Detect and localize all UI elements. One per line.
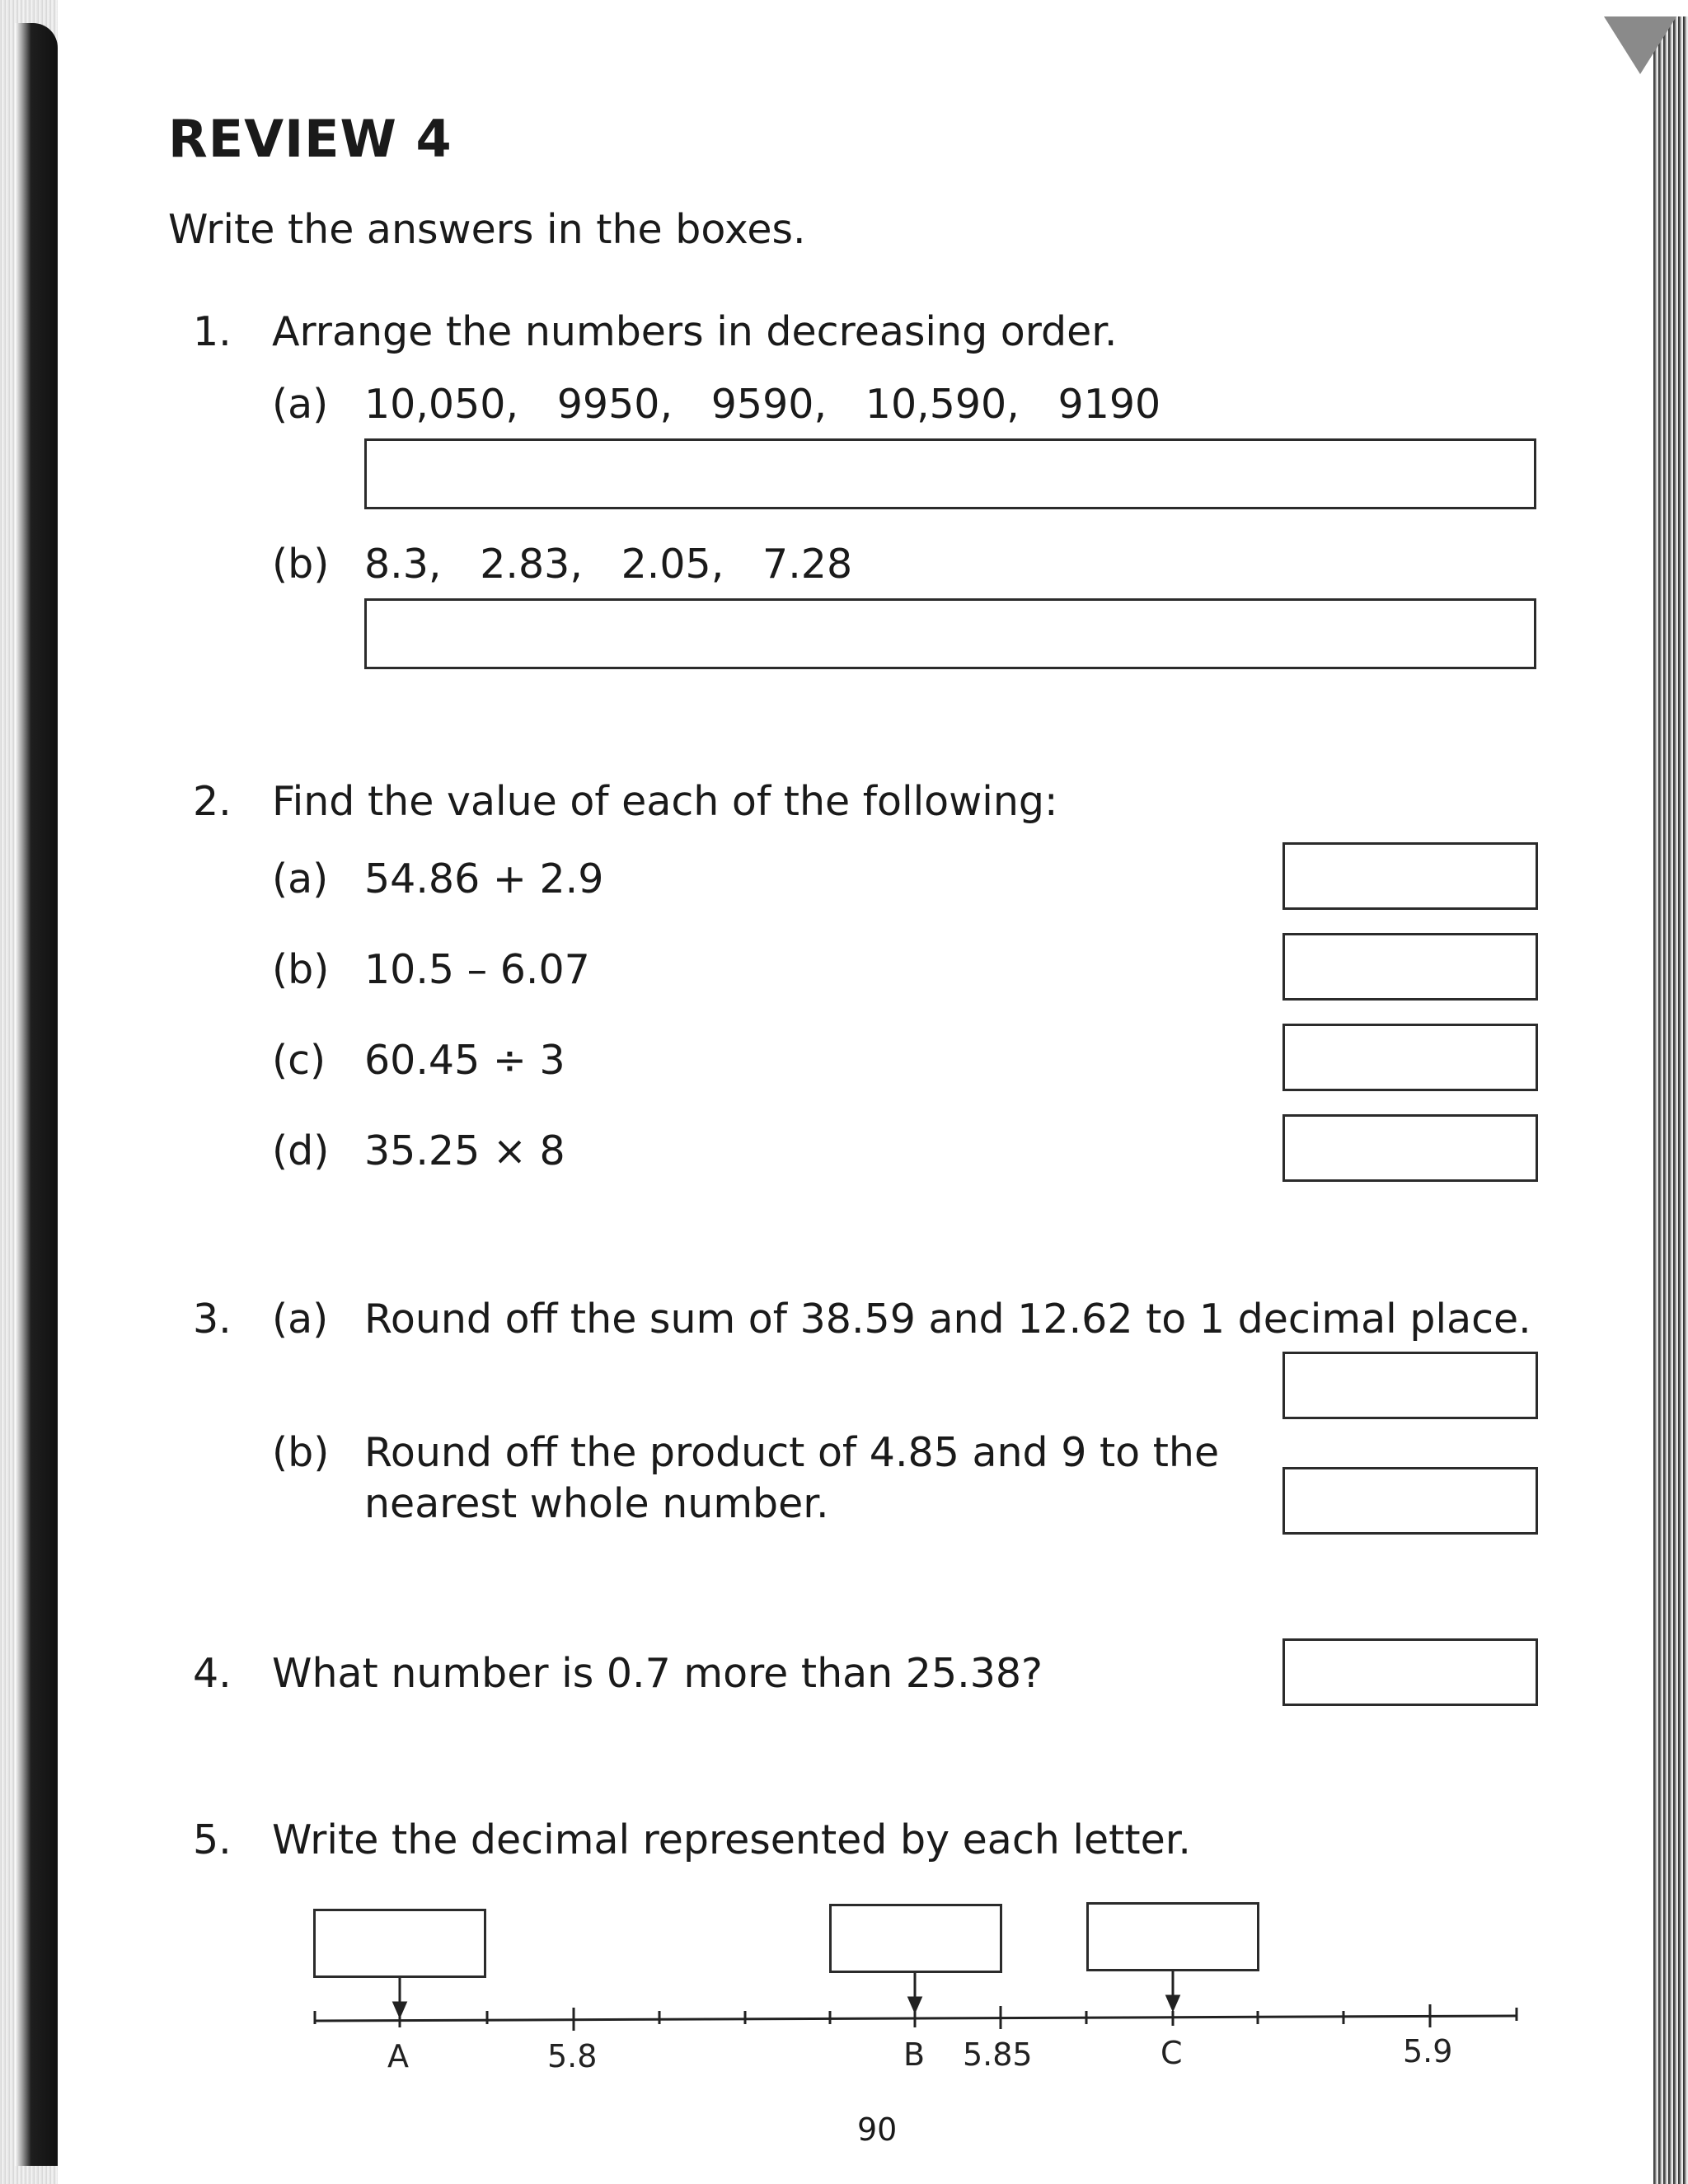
- q1a-text: 10,050, 9950, 9590, 10,590, 9190: [364, 381, 1161, 428]
- q3a-label: (a): [272, 1296, 329, 1343]
- q4-text: What number is 0.7 more than 25.38?: [272, 1650, 1043, 1697]
- q2c-text: 60.45 ÷ 3: [364, 1037, 565, 1084]
- q2d-label: (d): [272, 1127, 330, 1174]
- instruction-text: Write the answers in the boxes.: [168, 206, 806, 253]
- q2d-text: 35.25 × 8: [364, 1127, 565, 1174]
- q2a-label: (a): [272, 855, 329, 902]
- page-number: 90: [857, 2111, 898, 2148]
- q5-number: 5.: [193, 1816, 232, 1863]
- q4-number: 4.: [193, 1650, 232, 1697]
- q3-number: 3.: [193, 1296, 232, 1343]
- arrow-a: [394, 1978, 406, 2016]
- q1a-label: (a): [272, 381, 329, 428]
- q3a-text: Round off the sum of 38.59 and 12.62 to 1 decimal place.: [364, 1296, 1531, 1343]
- q5-text: Write the decimal represented by each letter.: [272, 1816, 1191, 1863]
- label-a: A: [387, 2038, 409, 2074]
- q1-text: Arrange the numbers in decreasing order.: [272, 308, 1118, 355]
- q2c-label: (c): [272, 1037, 326, 1084]
- q1b-label: (b): [272, 541, 330, 588]
- q2-text: Find the value of each of the following:: [272, 778, 1058, 825]
- label-c: C: [1160, 2035, 1183, 2071]
- arrow-b: [909, 1973, 921, 2011]
- q2a-text: 54.86 + 2.9: [364, 855, 604, 902]
- q2b-text: 10.5 – 6.07: [364, 946, 590, 993]
- label-5-8: 5.8: [547, 2038, 598, 2074]
- arrow-c: [1167, 1971, 1179, 2009]
- label-5-9: 5.9: [1403, 2033, 1453, 2069]
- label-5-85: 5.85: [963, 2036, 1033, 2073]
- page-title: REVIEW 4: [168, 109, 452, 169]
- q3b-text-line1: Round off the product of 4.85 and 9 to the: [364, 1429, 1220, 1476]
- q1-number: 1.: [193, 308, 232, 355]
- q3b-label: (b): [272, 1429, 330, 1476]
- q3b-text-line2: nearest whole number.: [364, 1480, 829, 1527]
- label-b: B: [903, 2036, 926, 2073]
- q2-number: 2.: [193, 778, 232, 825]
- q2b-label: (b): [272, 946, 330, 993]
- q1b-text: 8.3, 2.83, 2.05, 7.28: [364, 541, 853, 588]
